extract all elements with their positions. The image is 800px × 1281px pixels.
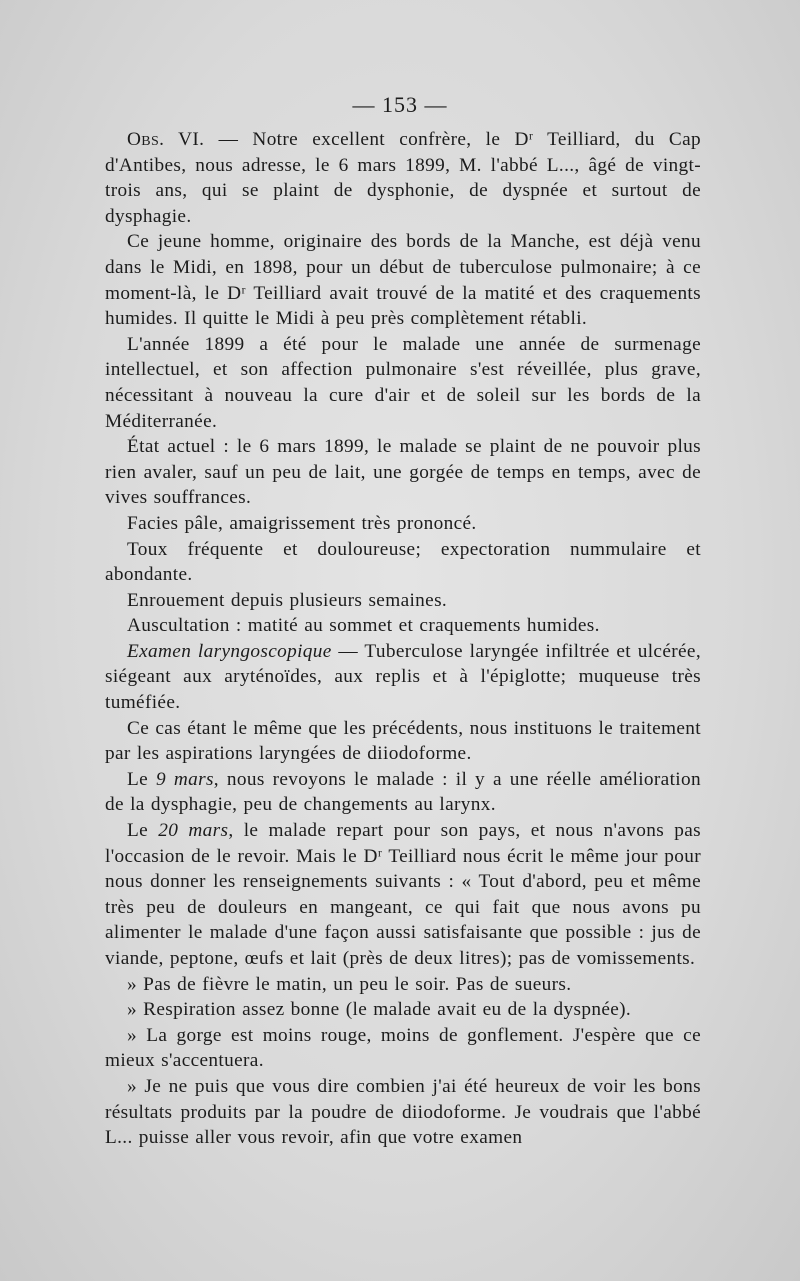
paragraph-lead: Le xyxy=(127,768,156,790)
body-text xyxy=(105,127,701,1151)
paragraph-text: , le malade repart pour son pays, et nous n'avons pas l'occasion de le revoir. Mais le Dʳ Teilliard nous écrit le même jour pour nous donner les renseignements suivants : « Tout d'abord, peu et même très peu de douleurs en mangeant, ce qui fait que nous avons pu alimenter le malade d'une façon aussi satisfaisante que possible : jus de viande, peptone, œufs et lait (près de deux litres); pas de vomissements. xyxy=(105,820,701,969)
paragraph-obs xyxy=(105,127,701,229)
paragraph-toux: Toux fréquente et douloureuse; expectoration nummulaire et abondante. xyxy=(105,538,701,586)
date-9-mars: 9 mars xyxy=(155,768,214,790)
paragraph-respiration: » Respiration assez bonne (le malade avait eu de la dyspnée). xyxy=(127,999,632,1021)
paragraph-gorge: » La gorge est moins rouge, moins de gonflement. J'espère que ce mieux s'accentuera. xyxy=(105,1024,701,1072)
page-number: — 153 — xyxy=(352,92,448,117)
examen-heading: Examen laryngoscopique xyxy=(127,640,332,662)
paragraph-enrouement: Enrouement depuis plusieurs semaines. xyxy=(127,589,448,611)
paragraph-facies: Facies pâle, amaigrissement très prononcé. xyxy=(127,512,477,534)
paragraph-text: — Tuberculose laryngée infiltrée et ulcérée, siégeant aux aryténoïdes, aux replis et à l'épiglotte; muqueuse très tuméfiée. xyxy=(105,640,702,714)
paragraph-auscultation: Auscultation : matité au sommet et craquements humides. xyxy=(127,615,600,637)
paragraph-history: Ce jeune homme, originaire des bords de la Manche, est déjà venu dans le Midi, en 1898, pour un début de tuberculose pulmonaire; à ce moment-là, le Dʳ Teilliard avait trouvé de la matité et des craquements humides. Il quitte le Midi à peu près complètement rétabli. xyxy=(105,231,701,330)
paragraph-etat-actuel: État actuel : le 6 mars 1899, le malade se plaint de ne pouvoir plus rien avaler, sauf un peu de lait, une gorgée de temps en temps, avec de vives souffrances. xyxy=(105,436,701,509)
paragraph-heureux: » Je ne puis que vous dire combien j'ai été heureux de voir les bons résultats produits par la poudre de diiodoforme. Je voudrais que l'abbé L... puisse aller vous revoir, afin que votre examen xyxy=(105,1075,701,1149)
observation-label: Obs. VI. xyxy=(127,129,205,150)
paragraph-cas: Ce cas étant le même que les précédents, nous instituons le traitement par les aspirations laryngées de diiodoforme. xyxy=(105,717,701,765)
paragraph-examen xyxy=(105,639,701,716)
paragraph-20-mars xyxy=(105,818,701,972)
paragraph-text: , nous revoyons le malade : il y a une réelle amélioration de la dysphagie, peu de changements au larynx. xyxy=(105,768,701,816)
paragraph-9-mars xyxy=(105,767,701,818)
paragraph-fievre: » Pas de fièvre le matin, un peu le soir. Pas de sueurs. xyxy=(127,973,572,995)
paragraph-year: L'année 1899 a été pour le malade une année de surmenage intellectuel, et son affection pulmonaire s'est réveillée, plus grave, nécessitant à nouveau la cure d'air et de soleil sur les bords de la Méditerranée. xyxy=(105,333,701,432)
date-20-mars: 20 mars xyxy=(158,820,229,842)
paragraph-text: — Notre excellent confrère, le Dʳ Teilliard, du Cap d'Antibes, nous adresse, le 6 mars 1899, M. l'abbé L..., âgé de vingt-trois ans, qui se plaint de dysphonie, de dyspnée et surtout de dysphagie. xyxy=(105,129,702,227)
paragraph-lead: Le xyxy=(127,820,159,842)
